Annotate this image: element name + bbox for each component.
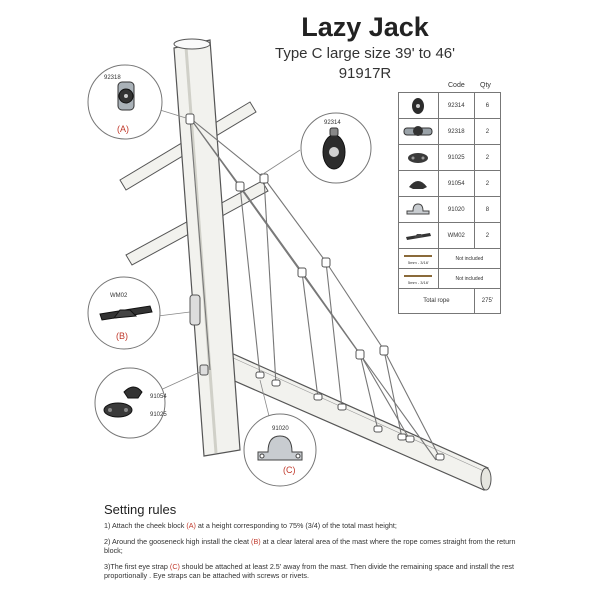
- total-row: [399, 289, 501, 314]
- screw-note: Not included: [438, 249, 500, 269]
- mast: [174, 39, 240, 456]
- total-label: Total rope: [399, 289, 475, 314]
- part-qty: 6: [474, 93, 500, 119]
- part-code: 91054: [438, 171, 474, 197]
- part-qty: 2: [474, 223, 500, 249]
- jammer-cover-icon: [403, 173, 433, 193]
- total-value: 275': [474, 289, 500, 314]
- callout-block: [260, 113, 371, 183]
- cheek-block-icon: [401, 121, 435, 141]
- jammer-icon: [403, 147, 433, 167]
- part-code: 92314: [438, 93, 474, 119]
- screw-icon: [401, 252, 435, 260]
- part-qty: 2: [474, 171, 500, 197]
- jammer-code-bottom: 91025: [150, 412, 167, 418]
- eye-strap-letter: (C): [283, 465, 296, 475]
- jammer-code-top: 91054: [150, 394, 167, 400]
- part-qty: 8: [474, 197, 500, 223]
- callout-cleat: [88, 277, 190, 349]
- code-header: Code: [448, 82, 465, 89]
- rule-1-ref: (A): [186, 521, 196, 530]
- parts-row: [399, 93, 501, 119]
- part-qty: 2: [474, 119, 500, 145]
- part-code: 91025: [438, 145, 474, 171]
- callout-jammers: [95, 368, 200, 438]
- parts-row: [399, 197, 501, 223]
- screw-row: [399, 249, 501, 269]
- rule-1: 1) Attach the cheek block (A) at a height corresponding to 75% (3/4) of the total mast height;: [104, 521, 397, 530]
- cheek-block-code: 92318: [104, 75, 121, 81]
- rule-2-ref: (B): [251, 537, 261, 546]
- part-code: 92318: [438, 119, 474, 145]
- part-code: 91020: [438, 197, 474, 223]
- rule-3-ref: (C): [169, 562, 180, 571]
- part-qty: 2: [474, 145, 500, 171]
- rule-3: 3)The first eye strap (C) should be attached at least 2.5' away from the mast. Then divide the remaining space and install the rest proportionally . Eye straps can be attached with screws or rivets.: [104, 562, 514, 580]
- eye-strap-code: 91020: [272, 426, 289, 432]
- eye-strap-icon: [403, 199, 433, 219]
- screw-label: 5mm - 3/16': [407, 260, 429, 265]
- callout-cheek-block: [88, 65, 186, 139]
- parts-row: [399, 119, 501, 145]
- parts-row: [399, 145, 501, 171]
- parts-table: [398, 80, 501, 314]
- block-code: 92314: [324, 120, 341, 126]
- rule-2: 2) Around the gooseneck high install the cleat (B) at a clear lateral area of the mast where the rope comes straight from the return block;: [104, 537, 516, 555]
- screw-icon: [401, 272, 435, 280]
- qty-header: Qty: [480, 82, 491, 89]
- part-code: WM02: [438, 223, 474, 249]
- part-number: 91917R: [338, 65, 392, 82]
- parts-row: [399, 223, 501, 249]
- parts-row: [399, 171, 501, 197]
- cheek-block-letter: (A): [117, 124, 129, 134]
- cleat-icon: [403, 225, 433, 245]
- block-icon: [403, 95, 433, 115]
- cleat-letter: (B): [116, 331, 128, 341]
- screw-label: 5mm - 3/16': [407, 280, 429, 285]
- setting-rules-title: Setting rules: [104, 502, 177, 517]
- screw-note: Not included: [438, 269, 500, 289]
- cleat-code: WM02: [110, 293, 128, 299]
- page-title: Lazy Jack: [301, 12, 429, 42]
- page-subtitle: Type C large size 39' to 46': [275, 45, 455, 62]
- screw-row: [399, 269, 501, 289]
